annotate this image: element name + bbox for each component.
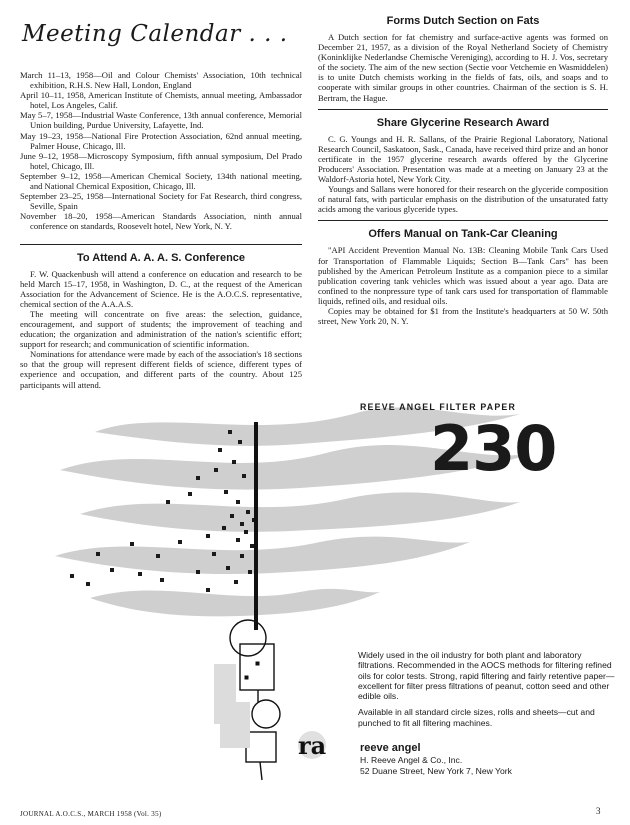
- calendar-item: November 18–20, 1958—American Standards Association, ninth annual conference on standards, Roosevelt hotel, New York, N. Y.: [20, 211, 302, 232]
- calendar-item: June 9–12, 1958—Microscopy Symposium, fifth annual symposium, Del Prado hotel, Chicago, Ill.: [20, 150, 302, 171]
- aaas-paragraph: Nominations for attendance were made by each of the association's 18 sections so that the group will represent different fields of science, different types of experience and occupation, and different parts of the country. About 125 participants will attend.: [20, 349, 302, 390]
- aaas-heading: To Attend A. A. A. S. Conference: [76, 251, 246, 264]
- calendar-item: May 5–7, 1958—Industrial Waste Conference, 13th annual conference, Memorial Union building, Purdue University, Lafayette, Ind.: [20, 110, 302, 131]
- journal-footer: JOURNAL A.O.C.S., MARCH 1958 (Vol. 35): [20, 810, 162, 818]
- manual-heading: Offers Manual on Tank-Car Cleaning: [368, 228, 558, 241]
- dutch-heading: Forms Dutch Section on Fats: [386, 15, 540, 27]
- ad-product-number: 230: [430, 412, 557, 485]
- glycerine-paragraph: Youngs and Sallans were honored for their research on the glyceride composition of natural fats, with particular emphasis on the distribution of the unsaturated fatty acids among the various glyceride types.: [318, 184, 608, 215]
- calendar-item: September 9–12, 1958—American Chemical Society, 134th national meeting, and National Chemical Exposition, Chicago, Ill.: [20, 170, 302, 192]
- left-column: [20, 20, 302, 390]
- calendar-item: September 23–25, 1958—International Society for Fat Research, third congress, Seville, Spain: [20, 191, 302, 212]
- company-line: H. Reeve Angel & Co., Inc.: [360, 755, 463, 765]
- logo-icon: [290, 728, 360, 762]
- dutch-paragraph: A Dutch section for fat chemistry and surface-active agents was formed on December 21, 1957, as a division of the Royal Netherland Society of Chemistry (Koninklijke Nederlandse Chemische Vereniging), according to H. J. Vos, secretary of the society. The aim of the new section (Sectie voor Vetchemie en Wasmiddelen) is to unite Dutch chemists working in the fields of fats, oils, and soaps and to cooperate with similar groups in other countries. Chairman of the section is S. H. Bertram, the Hague.: [318, 32, 608, 103]
- calendar-item: March 11–13, 1958—Oil and Colour Chemists' Association, 10th technical exhibition, R.H.S. New Hall, London, England: [20, 70, 302, 91]
- company-block: [360, 742, 512, 776]
- section-divider: [20, 244, 302, 245]
- manual-paragraph: "API Accident Prevention Manual No. 13B: Cleaning Mobile Tank Cars Used for Transportation of Flammable Liquids; Section B—Tank Cars" has been published by the American Petroleum Institute as a companion piece to a similar publication covering tank vehicles which was issued about a year ago. Data are confined to the nonpressure type of tank cars used for transportation of flammable liquids, refined oils, and residual oils.: [318, 245, 608, 306]
- section-divider: [318, 109, 608, 110]
- meeting-calendar-title: Meeting Calendar . . .: [22, 21, 288, 47]
- ad-description: Widely used in the oil industry for both plant and laboratory filtrations. Recommended in the AOCS methods for filtering refined oils for color tests. Strong, rapid filtering and fairly retentive paper—excellent for filter press filtrations of peanut, cotton seed and other edible oils.: [358, 650, 615, 702]
- meeting-calendar-list: [20, 70, 302, 232]
- company-address: 52 Duane Street, New York 7, New York: [360, 765, 512, 776]
- ad-product-label: REEVE ANGEL FILTER PAPER: [360, 402, 517, 412]
- right-column: [318, 14, 608, 326]
- logo-mark: ra: [298, 731, 327, 760]
- section-divider: [318, 220, 608, 221]
- glycerine-heading: Share Glycerine Research Award: [376, 116, 550, 129]
- calendar-item: May 19–23, 1958—National Fire Protection Association, 62nd annual meeting, Palmer House, Chicago, Ill.: [20, 130, 302, 151]
- manual-paragraph: Copies may be obtained for $1 from the Institute's headquarters at 50 W. 50th street, New York 20, N. Y.: [318, 305, 608, 327]
- ad-availability: Available in all standard circle sizes, rolls and sheets—cut and punched to fit all filtering machines.: [358, 707, 595, 728]
- page-number: 3: [596, 806, 601, 816]
- company-name: reeve angel: [360, 742, 421, 754]
- ad-body: [358, 650, 620, 734]
- aaas-paragraph: F. W. Quackenbush will attend a conference on education and research to be held March 15–17, 1958, in Washington, D. C., at the request of the American Association for the Advancement of Science. He is the A.O.C.S. representative, chemical section of the A.A.A.S.: [20, 268, 302, 309]
- calendar-item: April 10–11, 1958, American Institute of Chemists, annual meeting, Ambassador hotel, Los Angeles, Calif.: [20, 90, 302, 111]
- aaas-paragraph: The meeting will concentrate on five areas: the selection, guidance, encouragement, and support of students; the improvement of teaching and education; the organization and administration of the nation's scientific effort; support for research; and communication of scientific information.: [20, 308, 302, 350]
- glycerine-paragraph: C. G. Youngs and H. R. Sallans, of the Prairie Regional Laboratory, National Research Council, Saskatoon, Sask., Canada, have received third prize and an honor certificate in the 1957 glycerine research awards offered by the Glycerine Producers' Association. Presentation was made at a meeting on January 23 at the Waldorf-Astoria hotel, New York City.: [318, 133, 608, 185]
